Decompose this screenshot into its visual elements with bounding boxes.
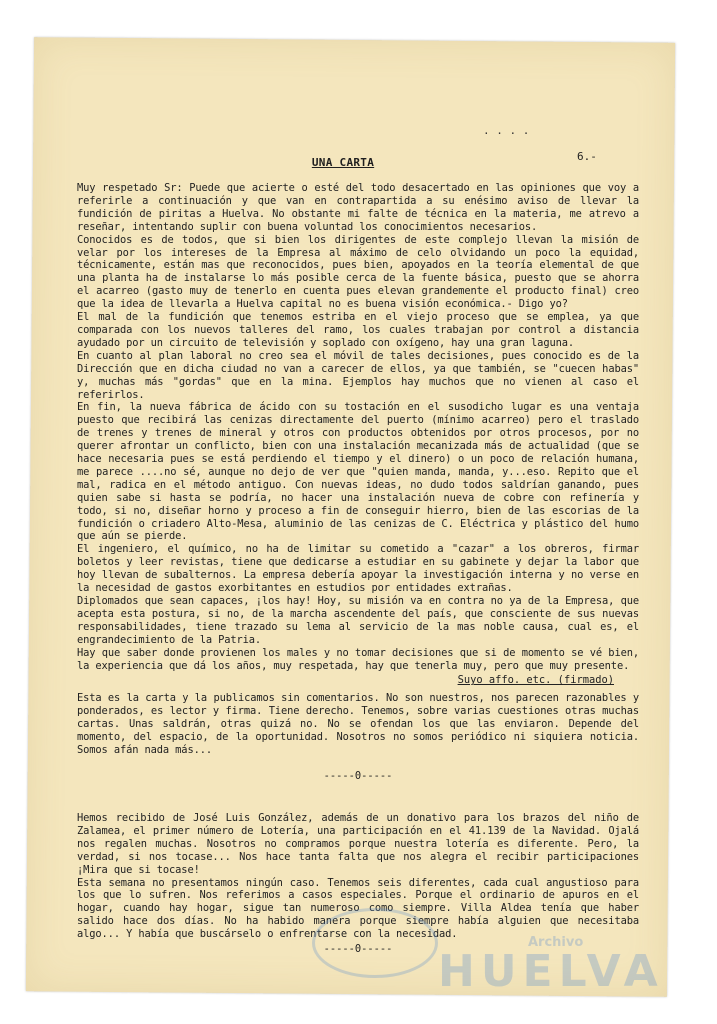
watermark-line-1: Archivo [528,935,584,950]
news-paragraph: Esta semana no presentamos ningún caso. Tenemos seis diferentes, cada cual angustioso para los que lo sufren. Nos referimos a casos especiales. Porque el ordinario de apuros en el hogar, cuando hay hogar, sigue tan numeroso como siempre. Villa Aldea tenía que haber salido hace dos días. No ha habido manera porque siempre había alguien que necesitaba algo... Y había que buscárselo o enfrentarse con la necesidad. [77,876,639,941]
letter-paragraph: Diplomados que sean capaces, ¡los hay! Hoy, su misión va en contra no ya de la Empresa, que acepta esta postura, si no, de la marcha ascendente del país, que consciente de sus nuevas responsabilidades, tiene trazado su lema al servicio de la mas noble causa, cual es, el engrandecimiento de la Patria. [77,595,639,646]
archive-watermark [438,935,664,997]
document-title: UNA CARTA [311,156,375,169]
section-separator: -----0----- [323,769,393,782]
news-paragraph: Hemos recibido de José Luis González, además de un donativo para los brazos del niño de Zalamea, el primer número de Lotería, una participación en el 41.139 de la Navidad. Ojalá nos regalen muchas. Nosotros no compramos porque nuestra lotería es diferente. Pero, la verdad, si nos tocase... Nos hace tanta falta que nos alegra el recibir participaciones ¡Mira que si tocase! [77,811,639,876]
page-number: 6.- [577,150,597,163]
letter-paragraph: En fin, la nueva fábrica de ácido con su tostación en el susodicho lugar es una ventaja puesto que recibirá las cenizas directamente del puerto (mínimo acarreo) pero el traslado de trenes y trenes de mineral y otros con productos obtenidos por otros procesos, por no querer afrontar un conflicto, bien con una instalación mecanizada más de actualidad (que se hace necesaria pues se está perdiendo el tiempo y el dinero) o un poco de relación humana, me parece ....no sé, aunque no dejo de ver que "quien manda, manda, y...eso. Repito que el mal, radica en el método antiguo. Con nuevas ideas, no dudo todos saldrían ganando, pues quien sabe si hasta se podría, no hacer una instalación nueva de cobre con refinería y todo, si no, diseñar horno y proceso a fin de conseguir hierro, bien de las escorias de la fundición o criadero Alto-Mesa, aluminio de las cenizas de C. Eléctrica y plástico del humo que aún se pierde. [77,401,639,543]
letter-paragraph: El mal de la fundición que tenemos estriba en el viejo proceso que se emplea, ya que comparada con los nuevos talleres del ramo, los cuales trabajan por control a distancia ayudado por un circuito de televisión y soplado con oxígeno, hay una gran laguna. [77,311,639,349]
archive-logo-icon [312,908,438,978]
letter-paragraph: Muy respetado Sr: Puede que acierte o esté del todo desacertado en las opiniones que voy a referirle a continuación y que van en contrapartida a su enésimo aviso de llevar la fundición de piritas a Huelva. No obstante mi falte de técnica en la materia, me atrevo a reseñar, intentando suplir con buena voluntad los conocimientos necesarios. [77,182,639,233]
section-separator-end: -----0----- [323,943,393,956]
document-body [77,150,639,955]
top-mark: . . . . [483,124,530,137]
letter-signature: Suyo affo. etc. (firmado) [457,674,614,687]
letter-paragraph: Hay que saber donde provienen los males y no tomar decisiones que si de momento se vé bien, la experiencia que dá los años, muy respetada, hay que tenerla muy, pero que muy presente. [77,646,639,672]
letter-paragraph: El ingeniero, el químico, no ha de limitar su cometido a "cazar" a los obreros, firmar boletos y leer revistas, tiene que dedicarse a estudiar en su gabinete y dejar la labor que hoy llevan de subalternos. La empresa debería apoyar la investigación interna y no verse en la necesidad de gastos exorbitantes en estudios por entidades extrañas. [77,543,639,595]
letter-paragraph: En cuanto al plan laboral no creo sea el móvil de tales decisiones, pues conocido es de la Dirección que en dicha ciudad no van a carecer de ellos, ya que también, se "cuecen habas" y, muchas más "gordas" que en la mina. Ejemplos hay muchos que no vienen al caso el referirlos. [77,349,639,401]
editor-note: Esta es la carta y la publicamos sin comentarios. No son nuestros, nos parecen razonables y ponderados, es lector y firma. Tiene derecho. Tenemos, sobre varias cuestiones otras muchas cartas. Unas saldrán, otras quizá no. No se ofendan los que las enviaron. Depende del momento, del espacio, de la oportunidad. Nosotros no somos periódico ni siquiera noticia. Somos afán nada más... [77,692,639,757]
watermark-line-2: HUELVA [438,946,664,997]
letter [77,182,639,672]
letter-paragraph: Conocidos es de todos, que si bien los dirigentes de este complejo llevan la misión de velar por los intereses de la Empresa al máximo de celo olvidando un poco la equidad, técnicamente, están mas que reconocidos, pues bien, apoyados en la teoría elemental de que una planta ha de instalarse lo más posible cerca de la fuente básica, puesto que se ahorra el acarreo (gasto muy de tenerlo en cuenta pues elevan grandemente el producto final) creo que la idea de llevarla a Huelva capital no es buena visión económica.- Digo yo? [77,233,639,311]
